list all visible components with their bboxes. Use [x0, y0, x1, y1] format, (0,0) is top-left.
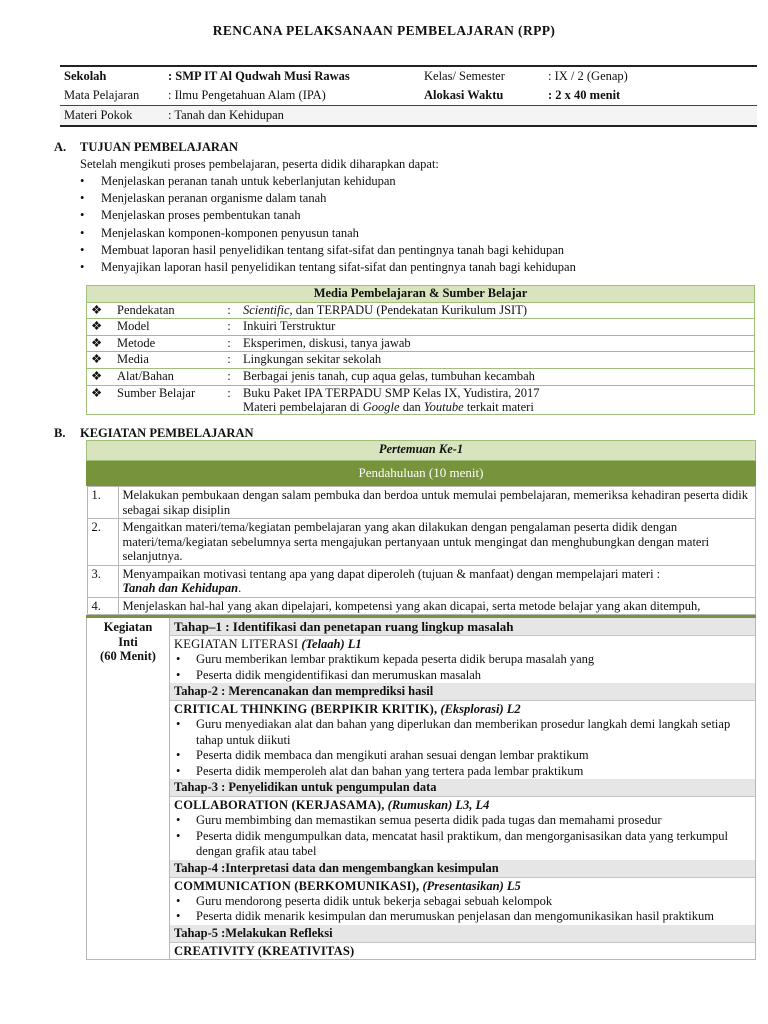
media-header: Media Pembelajaran & Sumber Belajar: [87, 286, 755, 303]
table-row: ❖ Media : Lingkungan sekitar sekolah: [87, 352, 755, 369]
diamond-icon: ❖: [87, 319, 114, 336]
list-item: • Membuat laporan hasil penyelidikan tentang sifat-sifat dan pentingnya tanah bagi kehidupan: [80, 242, 565, 257]
list-item: • Guru menyediakan alat dan bahan yang diperlukan dan memberikan prosedur langkah demi langkah setiap tahap untuk diikuti: [176, 717, 731, 747]
table-row: 1. Melakukan pembukaan dengan salam pembuka dan berdoa untuk memulai pembelajaran, memeriksa kehadiran peserta didik sebagai sikap disiplin: [87, 487, 755, 519]
list-item: • Guru mendorong peserta didik untuk bekerja sebagai sebuah kelompok: [176, 893, 553, 908]
list-item: • Menyajikan laporan hasil penyelidikan tentang sifat-sifat dan pentingnya tanah bagi kehidupan: [80, 259, 576, 274]
list-item: • Menjelaskan proses pembentukan tanah: [80, 208, 301, 223]
objectives-list: [80, 173, 576, 276]
section-b-heading: B. KEGIATAN PEMBELAJARAN: [54, 426, 254, 440]
table-row: 2. Mengaitkan materi/tema/kegiatan pembelajaran yang akan dilakukan dengan pengalaman peserta didik dengan materi/tema/kegiatan sebelumnya serta mengajukan pertanyaan untuk mengingat dan menghubungkan dengan materi selanjutnya.: [87, 519, 755, 566]
pertemuan-label: Pertemuan Ke-1: [87, 441, 756, 461]
list-item: • Guru membimbing dan memastikan semua peserta didik pada tugas dan memahami prosedur: [176, 813, 662, 827]
list-item: • Menjelaskan peranan tanah untuk keberlanjutan kehidupan: [80, 174, 396, 188]
diamond-icon: ❖: [87, 385, 114, 414]
sekolah-label: Sekolah: [60, 66, 164, 86]
sub-heading: KEGIATAN LITERASI (Telaah) L1: [174, 637, 362, 651]
list-item: • Menjelaskan peranan organisme dalam tanah: [80, 191, 327, 206]
table-row: ❖ Metode : Eksperimen, diskusi, tanya jawab: [87, 335, 755, 352]
kelas-label: Kelas/ Semester: [420, 66, 544, 86]
kegiatan-inti-label: Kegiatan Inti (60 Menit): [87, 617, 170, 960]
tahap-4: Tahap-4 :Interpretasi data dan mengembangkan kesimpulan: [170, 860, 755, 878]
kegiatan-inti-content: [170, 617, 756, 960]
table-row: ❖ Model : Inkuiri Terstruktur: [87, 319, 755, 336]
kelas-value: : IX / 2 (Genap): [544, 66, 757, 86]
mapel-value: : Ilmu Pengetahuan Alam (IPA): [168, 88, 326, 102]
list-item: • Peserta didik mengumpulkan data, mencatat hasil praktikum, dan mengorganisasikan data yang terkumpul dengan grafik atau tabel: [176, 828, 728, 858]
section-a-heading: A. TUJUAN PEMBELAJARAN: [54, 140, 238, 154]
pendahuluan-header: Pendahuluan (10 menit): [87, 461, 756, 486]
activities-table: [86, 440, 756, 960]
diamond-icon: ❖: [87, 335, 114, 352]
table-row: ❖ Pendekatan : Scientific, dan TERPADU (Pendekatan Kurikulum JSIT): [87, 302, 755, 319]
diamond-icon: ❖: [87, 368, 114, 385]
tahap-3: Tahap-3 : Penyelidikan untuk pengumpulan data: [170, 779, 755, 797]
table-row: ❖ Sumber Belajar : Buku Paket IPA TERPADU SMP Kelas IX, Yudistira, 2017 Materi pembelajaran di Google dan Youtube terkait materi: [87, 385, 755, 414]
table-row: 3. Menyampaikan motivasi tentang apa yang dapat diperoleh (tujuan & manfaat) dengan mempelajari materi : Tanah dan Kehidupan.: [87, 565, 755, 597]
sub-heading: COMMUNICATION (BERKOMUNIKASI), (Presentasikan) L5: [174, 878, 521, 893]
alokasi-value: : 2 x 40 menit: [548, 88, 621, 102]
table-row: 4. Menjelaskan hal-hal yang akan dipelajari, kompetensi yang akan dicapai, serta metode belajar yang akan ditempuh,: [87, 597, 755, 615]
section-a-intro: Setelah mengikuti proses pembelajaran, peserta didik diharapkan dapat:: [80, 157, 439, 171]
info-table: [60, 65, 757, 127]
tahap-5: Tahap-5 :Melakukan Refleksi: [170, 925, 755, 943]
list-item: • Peserta didik mengidentifikasi dan merumuskan masalah: [176, 667, 481, 682]
alokasi-label: Alokasi Waktu: [424, 88, 504, 102]
tahap-2: Tahap-2 : Merencanakan dan memprediksi hasil: [170, 683, 755, 701]
sub-heading: CRITICAL THINKING (BERPIKIR KRITIK), (Eksplorasi) L2: [174, 702, 521, 716]
list-item: • Peserta didik memperoleh alat dan bahan yang tertera pada lembar praktikum: [176, 763, 584, 778]
sekolah-value: : SMP IT Al Qudwah Musi Rawas: [164, 66, 420, 86]
diamond-icon: ❖: [87, 352, 114, 369]
materi-label: Materi Pokok: [60, 106, 164, 127]
list-item: • Peserta didik membaca dan mengikuti arahan sesuai dengan lembar praktikum: [176, 748, 589, 762]
tahap-1: Tahap–1 : Identifikasi dan penetapan ruang lingkup masalah: [170, 618, 755, 636]
sub-heading: CREATIVITY (KREATIVITAS): [174, 943, 355, 958]
diamond-icon: ❖: [87, 302, 114, 319]
list-item: • Guru memberikan lembar praktikum kepada peserta didik berupa masalah yang: [176, 652, 595, 666]
sub-heading: COLLABORATION (KERJASAMA), (Rumuskan) L3, L4: [174, 798, 490, 812]
materi-value: : Tanah dan Kehidupan: [164, 106, 420, 127]
list-item: • Menjelaskan komponen-komponen penyusun tanah: [80, 225, 359, 240]
mapel-label: Mata Pelajaran: [64, 88, 140, 102]
media-table: [86, 285, 755, 415]
table-row: ❖ Alat/Bahan : Berbagai jenis tanah, cup aqua gelas, tumbuhan kecambah: [87, 368, 755, 385]
list-item: • Peserta didik menarik kesimpulan dan merumuskan penjelasan dan mengomunikasikan hasil praktikum: [176, 909, 714, 923]
document-title: RENCANA PELAKSANAAN PEMBELAJARAN (RPP): [212, 23, 556, 38]
